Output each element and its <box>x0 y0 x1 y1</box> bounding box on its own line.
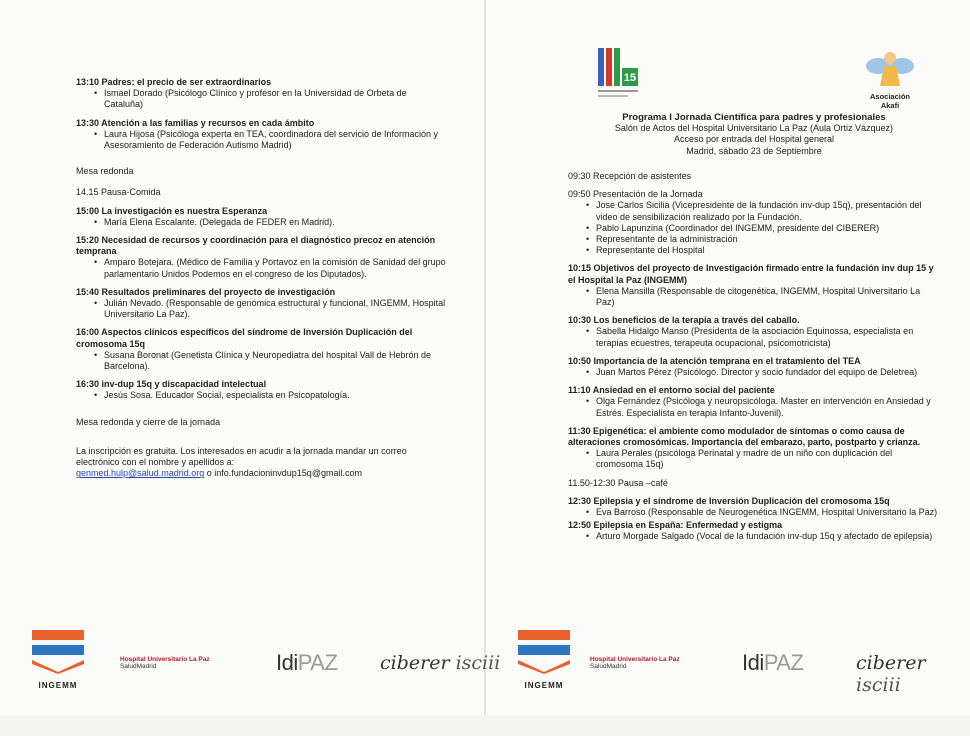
session-block <box>76 379 446 401</box>
access-line: Acceso por entrada del Hospital general <box>673 134 835 145</box>
ingemm-label: INGEMM <box>524 681 564 690</box>
hospital-la-paz-logo <box>590 656 720 736</box>
speaker-item: • Sabella Hidalgo Manso (Presidenta de la asociación Equinossa, especialista en terapias ecuestres, terapeuta ocupacional, psicomotricista) <box>596 326 940 348</box>
speaker-item: • Eva Barroso (Responsable de Neurogenética INGEMM, Hospital Universitario la Paz) <box>596 507 940 518</box>
program-title: Programa I Jornada Científica para padres y profesionales <box>622 112 886 123</box>
salud-madrid-label: SaludMadrid <box>120 663 157 670</box>
session-heading: 13:10 Padres: el precio de ser extraordinarios <box>76 77 272 87</box>
speaker-item: • Jesús Sosa. Educador Social, especialista en Psicopatología. <box>104 390 446 401</box>
foundation-15q-logo <box>596 46 640 102</box>
venue-line: Salón de Actos del Hospital Universitario La Paz (Aula Ortiz Vázquez) <box>614 123 894 134</box>
ingemm-label: INGEMM <box>38 681 78 690</box>
session-block <box>568 356 940 378</box>
speaker-item: • Laura Perales (psicóloga Perinatal y madre de un niño con duplicación del cromosoma 15q) <box>596 448 940 470</box>
session-block <box>568 315 940 349</box>
akafi-logo <box>860 46 920 110</box>
ingemm-logo <box>514 626 574 706</box>
session-heading: 16:30 inv-dup 15q y discapacidad intelectual <box>76 379 267 390</box>
session-heading: 11:10 Ansiedad en el entorno social del paciente <box>568 385 775 396</box>
ciberer-logo <box>856 652 970 732</box>
coffee-break: 11.50-12:30 Pausa –café <box>568 477 668 488</box>
date-line: Madrid, sábado 23 de Septiembre <box>686 145 822 156</box>
logo-15-number: 15 <box>623 72 637 84</box>
session-heading: 10:15 Objetivos del proyecto de Investigación firmado entre la fundación inv dup 15 y el Hospital la Paz (INGEMM) <box>568 263 934 285</box>
reception: 09:30 Recepción de asistentes <box>568 171 692 181</box>
registration-note <box>76 446 446 480</box>
salud-madrid-label: SaludMadrid <box>590 663 627 670</box>
session-block <box>76 327 446 372</box>
session-heading: 15:40 Resultados preliminares del proyecto de investigación <box>76 286 336 297</box>
speaker-item: • Representante del Hospital <box>596 245 940 256</box>
program-header <box>568 112 940 157</box>
speaker-item: • Ismael Dorado (Psicólogo Clínico y profesor en la Universidad de Orbeta de Cataluña) <box>104 88 446 110</box>
session-heading: 12:50 Epilepsia en España: Enfermedad y estigma <box>568 520 783 531</box>
closing-round-table: Mesa redonda y cierre de la jornada <box>76 416 221 427</box>
idipaz-paz: PAZ <box>763 650 804 675</box>
idipaz-paz: PAZ <box>297 650 338 675</box>
angel-icon <box>860 46 920 90</box>
akafi-name: Asociación Akafi <box>869 92 910 110</box>
isciii-text: isciii <box>455 652 501 674</box>
session-heading: 15:20 Necesidad de recursos y coordinación para el diagnóstico precoz en atención temprana <box>76 235 436 257</box>
isciii-text: isciii <box>856 674 901 696</box>
idipaz-logo <box>742 650 803 730</box>
left-program-column <box>76 77 446 479</box>
speaker-item: • Jose Carlos Sicilia (Vicepresidente de la fundación inv-dup 15q), presentación del video de sensibilización realizado por la Fundación. <box>596 200 940 222</box>
email-separator: o <box>204 468 215 479</box>
session-heading: 13:30 Atención a las familias y recursos en cada ámbito <box>76 117 315 128</box>
speaker-item: • Pablo Lapunzina (Coordinador del INGEMM, presidente del CIBERER) <box>596 223 940 234</box>
session-block <box>568 385 940 419</box>
speaker-item: • Juan Martos Pérez (Psicólogo. Director y socio fundador del equipo de Deletrea) <box>596 367 940 378</box>
email-link-hospital[interactable]: genmed.hulp@salud.madrid.org <box>76 468 205 479</box>
speaker-item: • Julián Nevado. (Responsable de genómica estructural y funcional, INGEMM, Hospital Universitario La Paz). <box>104 298 446 320</box>
speaker-item: • Representante de la administración <box>596 234 940 245</box>
session-block <box>76 235 446 280</box>
ciberer-text: ciberer <box>380 652 450 674</box>
session-heading: 16:00 Aspectos clínicos específicos del síndrome de Inversión Duplicación del cromosoma 15q <box>76 327 413 349</box>
speaker-item: • Laura Hijosa (Psicóloga experta en TEA, coordinadora del servicio de Información y Asesoramiento de Federación Autismo Madrid) <box>104 129 446 151</box>
hospital-name: Hospital Universitario La Paz <box>590 656 680 663</box>
session-block <box>568 189 940 256</box>
idipaz-idi: Idi <box>742 650 764 675</box>
session-block <box>76 287 446 321</box>
speaker-item: • Susana Boronat (Genetista Clínica y Neuropediatra del hospital Vall de Hebrón de Barcelona). <box>104 350 446 372</box>
session-block <box>568 263 940 308</box>
session-heading: 09:50 Presentación de la Jornada <box>568 189 703 200</box>
session-heading: 15:00 La investigación es nuestra Esperanza <box>76 205 268 216</box>
lunch-break: 14.15 Pausa-Comida <box>76 187 161 198</box>
session-heading: 11:30 Epigenética: el ambiente como modulador de síntomas o como causa de alteraciones cromosómicas. Importancia del embarazo, parto, postparto y crianza. <box>568 425 921 448</box>
speaker-item: • Elena Mansilla (Responsable de citogenética, INGEMM, Hospital Universitario La Paz) <box>596 286 940 308</box>
ingemm-logo <box>28 626 88 706</box>
speaker-item: • María Elena Escalante. (Delegada de FEDER en Madrid). <box>104 217 446 228</box>
ingemm-emblem-icon <box>514 626 574 674</box>
hospital-name: Hospital Universitario La Paz <box>120 656 210 663</box>
page-fold <box>484 0 486 715</box>
ciberer-logo <box>380 652 500 732</box>
session-block <box>568 496 940 518</box>
session-block <box>568 426 940 471</box>
session-heading: 10:50 Importancia de la atención temprana en el tratamiento del TEA <box>568 355 861 366</box>
registration-text: La inscripción es gratuita. Los interesados en acudir a la jornada mandar un correo electrónico con el nombre y apellidos a: <box>76 445 407 468</box>
ciberer-text: ciberer <box>856 652 926 674</box>
idipaz-logo <box>276 650 337 730</box>
session-block <box>76 206 446 228</box>
email-foundation[interactable]: info.fundacioninvdup15q@gmail.com <box>214 468 362 479</box>
speaker-item: • Olga Fernández (Psicóloga y neuropsicóloga. Master en intervención en Ansiedad y Estrés. Especialista en terapia Infanto-Juvenil). <box>596 396 940 418</box>
session-block <box>76 118 446 152</box>
ingemm-emblem-icon <box>28 626 88 674</box>
session-block <box>568 520 940 542</box>
idipaz-idi: Idi <box>276 650 298 675</box>
speaker-item: • Amparo Botejara. (Médico de Familia y Portavoz en la comisión de Sanidad del grupo parlamentario Unidos Podemos en el congreso de los Diputados). <box>104 257 446 279</box>
session-block <box>76 77 446 111</box>
right-program-column <box>568 171 940 550</box>
session-heading: 10:30 Los beneficios de la terapia a través del caballo. <box>568 315 800 326</box>
hospital-la-paz-logo <box>120 656 250 736</box>
speaker-item: • Arturo Morgade Salgado (Vocal de la fundación inv-dup 15q y afectado de epilepsia) <box>596 531 940 542</box>
session-heading: 12:30 Epilepsia y el síndrome de Inversión Duplicación del cromosoma 15q <box>568 495 890 506</box>
round-table: Mesa redonda <box>76 166 134 177</box>
